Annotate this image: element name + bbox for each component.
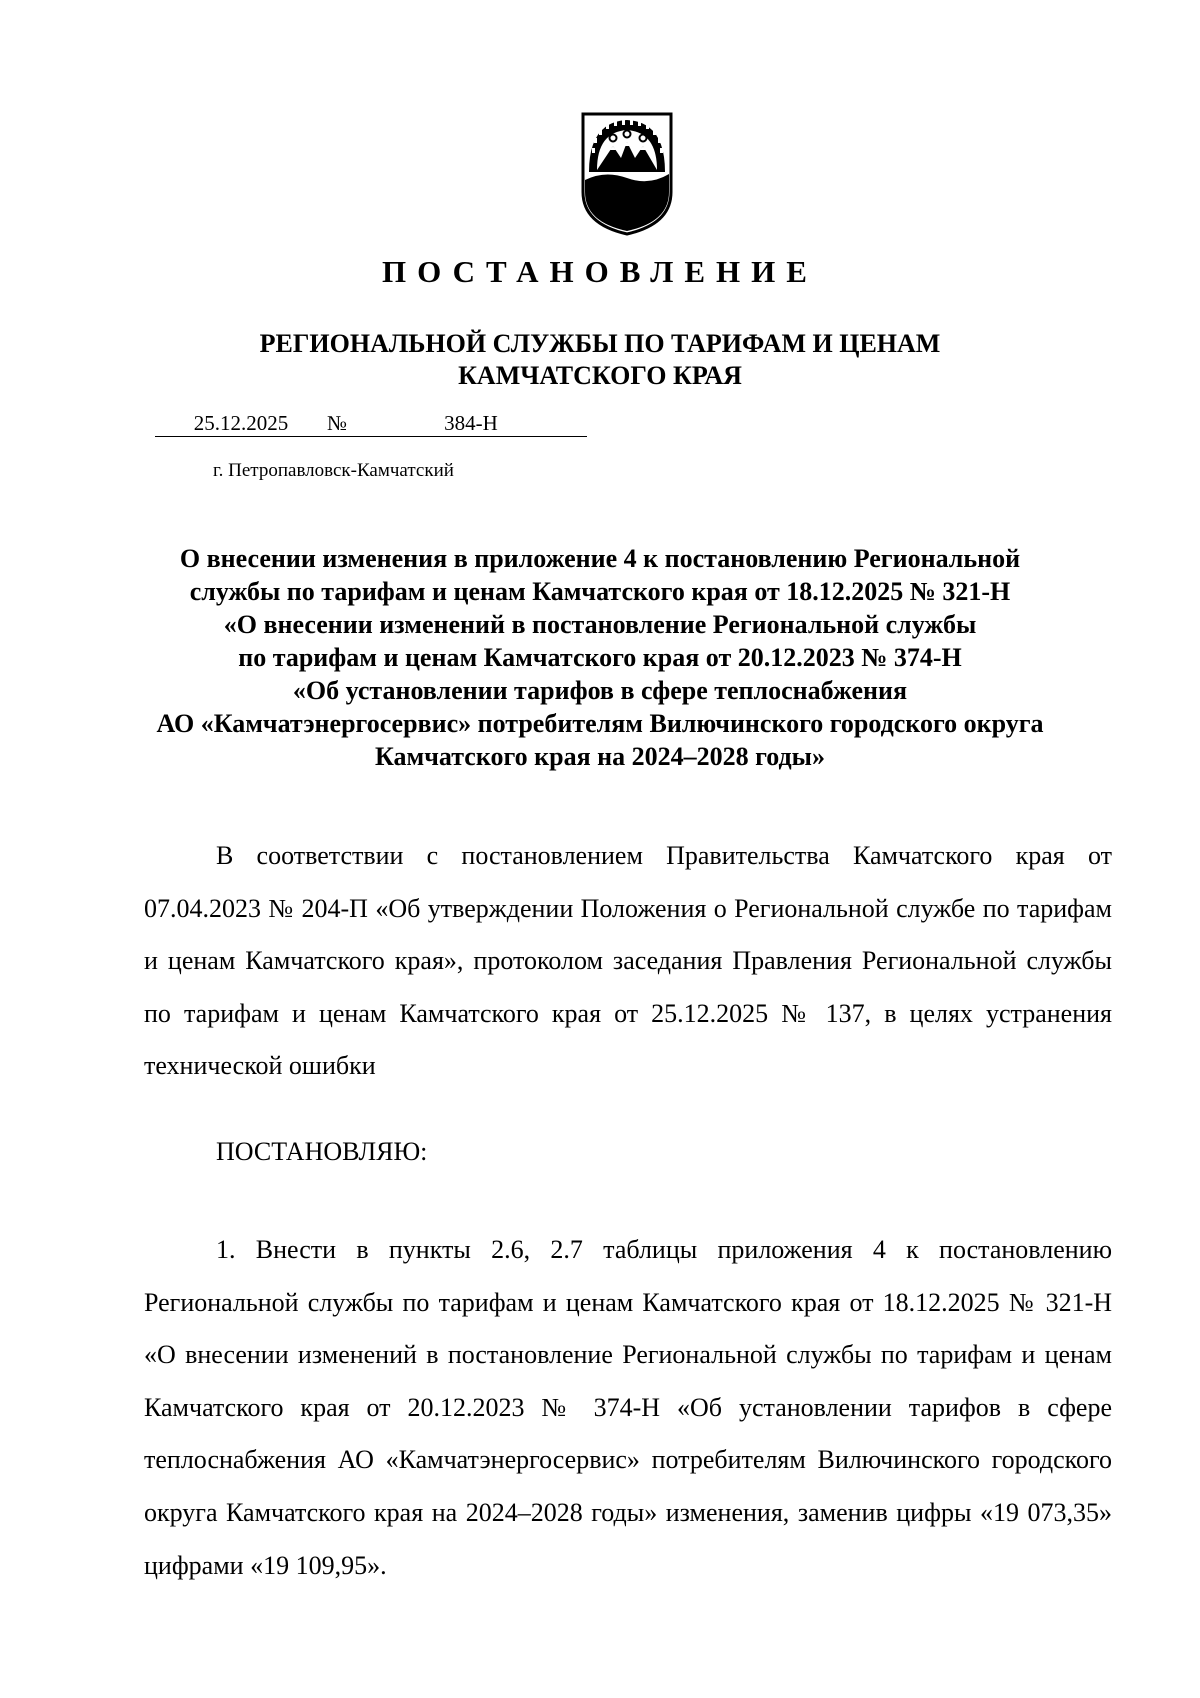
document-title — [130, 542, 1070, 773]
issuing-organization — [0, 328, 1200, 392]
organization-line-1: РЕГИОНАЛЬНОЙ СЛУЖБЫ ПО ТАРИФАМ И ЦЕНАМ — [259, 329, 941, 358]
kamchatka-coat-of-arms-icon — [575, 108, 679, 238]
city-of-issue: г. Петропавловск-Камчатский — [213, 460, 454, 481]
title-line: службы по тарифам и ценам Камчатского края от 18.12.2025 № 321-Н — [189, 577, 1011, 606]
title-line: О внесении изменения в приложение 4 к постановлению Региональной — [179, 544, 1021, 573]
title-line: «Об установлении тарифов в сфере теплоснабжения — [292, 676, 908, 705]
document-type-heading: ПОСТАНОВЛЕНИЕ — [382, 254, 818, 289]
organization-line-2: КАМЧАТСКОГО КРАЯ — [458, 361, 742, 390]
item-1-paragraph: 1. Внести в пункты 2.6, 2.7 таблицы приложения 4 к постановлению Региональной службы по тарифам и ценам Камчатского края от 18.12.2025 № 321-Н «О внесении изменений в постановление Региональной службы по тарифам и ценам Камчатского края от 20.12.2023 № 374-Н «Об установлении тарифов в сфере теплоснабжения АО «Камчатэнергосервис» потребителям Вилючинского городского округа Камчатского края на 2024–2028 годы» изменения, заменив цифры «19 073,35» цифрами «19 109,95». — [144, 1235, 1112, 1580]
document-date: 25.12.2025 — [155, 410, 327, 437]
title-line: Камчатского края на 2024–2028 годы» — [375, 742, 825, 771]
date-number-line — [155, 410, 587, 437]
number-sign: № — [327, 410, 355, 437]
title-line: «О внесении изменений в постановление Региональной службы — [223, 610, 977, 639]
title-line: АО «Камчатэнергосервис» потребителям Вилючинского городского округа — [156, 709, 1044, 738]
preamble-paragraph: В соответствии с постановлением Правительства Камчатского края от 07.04.2023 № 204-П «Об утверждении Положения о Региональной службе по тарифам и ценам Камчатского края», протоколом заседания Правления Региональной службы по тарифам и ценам Камчатского края от 25.12.2025 № 137, в целях устранения технической ошибки — [144, 841, 1112, 1081]
title-line: по тарифам и ценам Камчатского края от 20.12.2023 № 374-Н — [238, 643, 962, 672]
resolve-heading: ПОСТАНОВЛЯЮ: — [216, 1137, 428, 1166]
document-number: 384-Н — [355, 410, 587, 437]
